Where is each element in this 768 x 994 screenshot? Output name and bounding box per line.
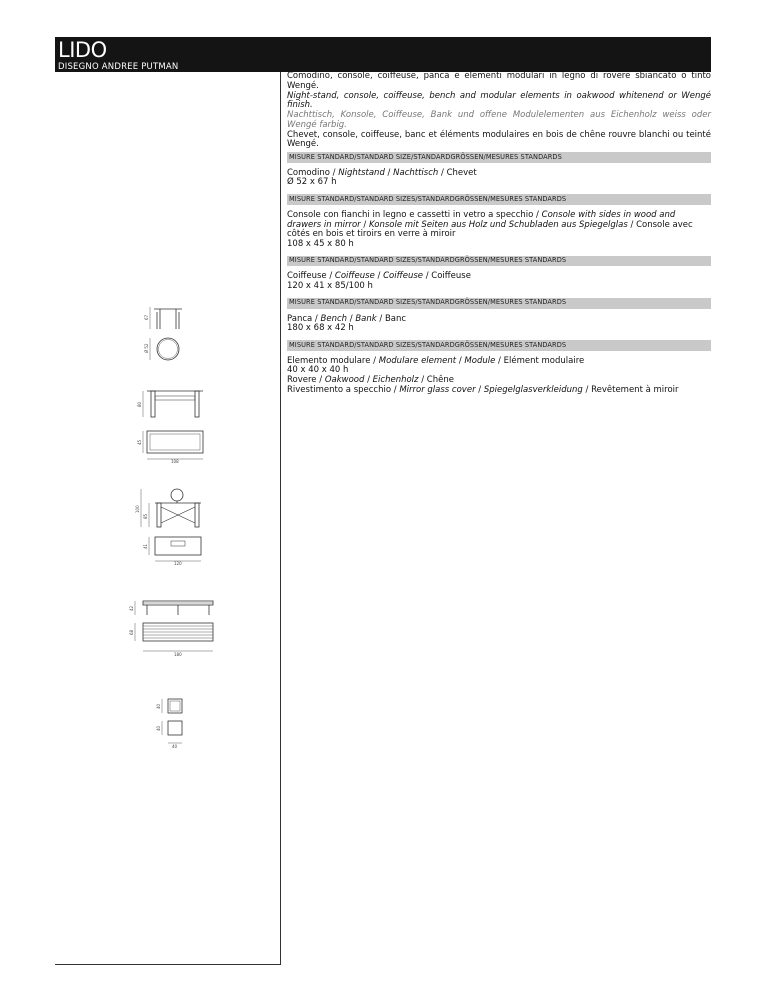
sizes-bar: MISURE STANDARD/STANDARD SIZE/STANDARDGRÖSSEN/MESURES STANDARDS — [287, 152, 711, 163]
coiffeuse-names: Coiffeuse / Coiffeuse / Coiffeuse / Coiffeuse — [287, 271, 471, 282]
sizes-bar: MISURE STANDARD/STANDARD SIZES/STANDARDGRÖSSEN/MESURES STANDARDS — [287, 340, 711, 351]
module-spec — [287, 357, 711, 396]
console-width-label: 108 — [171, 459, 179, 463]
module-drawing — [150, 693, 210, 758]
coiffeuse-total-height-label: 100 — [135, 505, 140, 513]
bench-height-label: 42 — [129, 605, 134, 611]
module-cover-de: Spiegelglasverkleidung — [483, 384, 583, 395]
designer-credit: DISEGNO ANDREE PUTMAN — [58, 62, 179, 72]
module-height-label: 40 — [156, 703, 161, 709]
console-height-label: 80 — [137, 401, 142, 407]
bench-size: 180 x 68 x 42 h — [287, 323, 354, 334]
module-name-it: Elemento modulare — [287, 355, 371, 366]
coiffeuse-name-it: Coiffeuse — [287, 271, 327, 282]
nightstand-name-de: Nachttisch — [393, 167, 439, 178]
coiffeuse-size: 120 x 41 x 85/100 h — [287, 281, 373, 292]
module-wood: Rovere / Oakwood / Eichenholz / Chêne — [287, 375, 454, 386]
console-name-fr: Console avec côtés en bois et tiroirs en verre à miroir — [287, 219, 693, 240]
nightstand-name-it: Comodino — [287, 167, 330, 178]
coiffeuse-width-label: 120 — [174, 561, 182, 566]
module-wood-en: Oakwood — [324, 375, 365, 386]
bench-depth-label: 68 — [129, 629, 134, 635]
coiffeuse-depth-label: 41 — [143, 543, 148, 549]
module-width-label: 40 — [172, 744, 178, 749]
module-cover-en: Mirror glass cover — [399, 384, 476, 395]
bottom-rule — [55, 964, 281, 965]
header-bar — [55, 37, 711, 72]
bench-spec — [287, 315, 711, 335]
bench-name-en: Bench — [320, 313, 348, 324]
console-names: Console con fianchi in legno e cassetti in vetro a specchio / Console with sides in wood and drawers in mirror / Konsole mit Seiten aus Holz und Schubladen aus Spiegelglas / Console avec côtés en bois et tiroirs en verre à miroir — [287, 209, 693, 240]
coiffeuse-spec — [287, 272, 711, 292]
column-divider — [280, 72, 281, 965]
console-size: 108 x 45 x 80 h — [287, 239, 354, 250]
bench-width-label: 180 — [174, 652, 182, 657]
intro-french: Chevet, console, coiffeuse, banc et éléments modulaires en bois de chêne rouvre blanchi ou teinté Wengé. — [287, 129, 711, 150]
module-cover: Rivestimento a specchio / Mirror glass cover / Spiegelglasverkleidung / Revêtement à miroir — [287, 384, 679, 395]
console-spec — [287, 211, 711, 250]
coiffeuse-height-label: 85 — [143, 513, 148, 519]
console-depth-label: 45 — [137, 439, 142, 445]
bench-names: Panca / Bench / Bank / Banc — [287, 313, 407, 324]
intro-english: Night-stand, console, coiffeuse, bench and modular elements in oakwood whitenend or Wengé finish. — [287, 90, 711, 111]
intro-text — [287, 72, 711, 150]
module-name-en: Modulare element — [378, 355, 457, 366]
module-wood-fr: Chêne — [426, 375, 454, 386]
module-cover-it: Rivestimento a specchio — [287, 384, 392, 395]
intro-german: Nachttisch, Konsole, Coiffeuse, Bank und offene Modulelementen aus Eichenholz weiss oder Wengé farbig. — [287, 110, 711, 130]
nightstand-name-fr: Chevet — [446, 167, 477, 178]
sizes-bar: MISURE STANDARD/STANDARD SIZES/STANDARDGRÖSSEN/MESURES STANDARDS — [287, 194, 711, 205]
nightstand-names: Comodino / Nightstand / Nachttisch / Chevet — [287, 167, 477, 178]
console-name-it: Console con fianchi in legno e cassetti in vetro a specchio — [287, 209, 534, 220]
module-cover-fr: Revêtement à miroir — [591, 384, 679, 395]
nightstand-size: Ø 52 x 67 h — [287, 177, 337, 188]
coiffeuse-drawing — [125, 485, 215, 575]
coiffeuse-name-de: Coiffeuse — [383, 271, 424, 282]
console-name-de: Konsole mit Seiten aus Holz und Schubladen aus Spiegelglas — [368, 219, 628, 230]
sizes-bar: MISURE STANDARD/STANDARD SIZES/STANDARDGRÖSSEN/MESURES STANDARDS — [287, 298, 711, 309]
module-name-fr: Elément modulaire — [503, 355, 585, 366]
nightstand-diameter-label: Ø 52 — [144, 343, 149, 353]
coiffeuse-name-fr: Coiffeuse — [431, 271, 471, 282]
technical-drawings — [120, 295, 270, 765]
sizes-bar: MISURE STANDARD/STANDARD SIZES/STANDARDGRÖSSEN/MESURES STANDARDS — [287, 256, 711, 267]
module-name-de: Module — [464, 355, 496, 366]
brand-title: LIDO — [58, 38, 107, 62]
bench-name-it: Panca — [287, 313, 313, 324]
module-depth-label: 40 — [156, 725, 161, 731]
product-description — [287, 72, 711, 402]
nightstand-height-label: 67 — [144, 314, 149, 320]
bench-name-fr: Banc — [384, 313, 407, 324]
console-drawing — [135, 383, 215, 463]
module-names: Elemento modulare / Modulare element / Module / Elément modulaire — [287, 355, 585, 366]
bench-name-de: Bank — [355, 313, 377, 324]
intro-italian: Comodino, console, coiffeuse, panca e elementi modulari in legno di rovere sbiancato o tinto Wengé. — [287, 71, 711, 91]
module-size: 40 x 40 x 40 h — [287, 365, 349, 376]
nightstand-name-en: Nightstand — [338, 167, 385, 178]
module-wood-it: Rovere — [287, 375, 317, 386]
nightstand-spec — [287, 169, 711, 189]
console-name-en: Console with sides in wood and drawers in mirror — [287, 209, 676, 230]
module-wood-de: Eichenholz — [372, 375, 419, 386]
bench-drawing — [125, 593, 225, 668]
nightstand-drawing — [140, 295, 200, 365]
coiffeuse-name-en: Coiffeuse — [334, 271, 375, 282]
